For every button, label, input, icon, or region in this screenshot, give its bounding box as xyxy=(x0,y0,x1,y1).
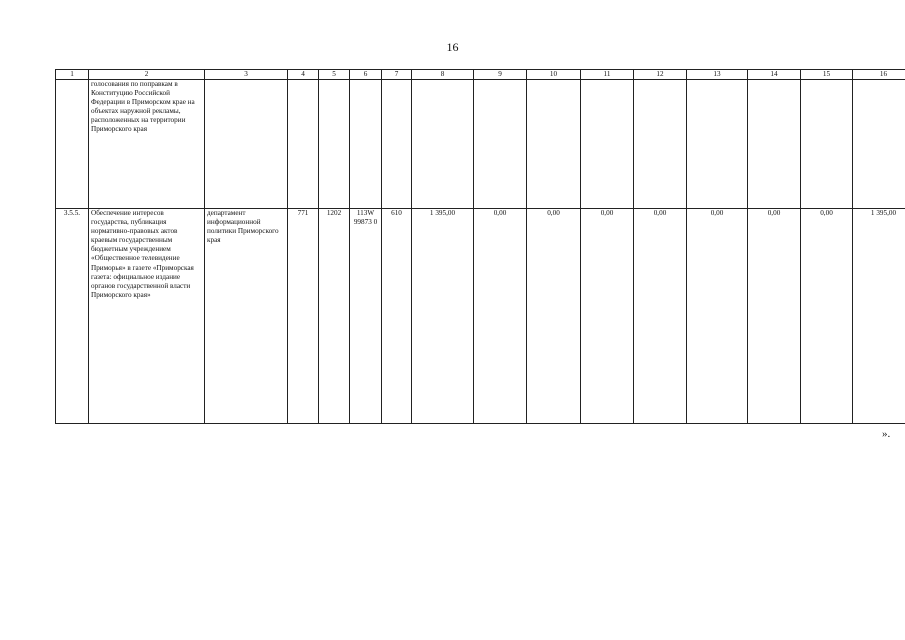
amount-value: 0,00 xyxy=(748,209,801,424)
cell xyxy=(527,80,581,209)
closing-quote-mark: ». xyxy=(882,428,891,440)
cell xyxy=(748,80,801,209)
cell xyxy=(687,80,748,209)
column-number-row xyxy=(56,70,905,80)
amount-value: 0,00 xyxy=(474,209,527,424)
cell xyxy=(412,80,474,209)
column-number: 9 xyxy=(474,70,527,80)
cell xyxy=(801,80,853,209)
column-number: 14 xyxy=(748,70,801,80)
grbs-code: 771 xyxy=(288,209,319,424)
column-number: 7 xyxy=(382,70,412,80)
cell xyxy=(634,80,687,209)
continuation-row xyxy=(56,80,905,209)
column-number: 6 xyxy=(350,70,382,80)
item-description: Обеспечение интересов государства, публикация нормативно-правовых актов краевым государственным бюджетным учреждением «Общественное телевидение Приморья» в газете «Приморская газета: официальное издание органов государственной власти Приморского края» xyxy=(89,209,205,424)
budget-table xyxy=(55,69,905,424)
cell xyxy=(288,80,319,209)
column-number: 11 xyxy=(581,70,634,80)
cell xyxy=(382,80,412,209)
column-number: 13 xyxy=(687,70,748,80)
column-number: 15 xyxy=(801,70,853,80)
cell xyxy=(319,80,350,209)
column-number: 8 xyxy=(412,70,474,80)
cell xyxy=(350,80,382,209)
cell xyxy=(581,80,634,209)
amount-total: 1 395,00 xyxy=(412,209,474,424)
amount-value: 0,00 xyxy=(634,209,687,424)
section-code: 1202 xyxy=(319,209,350,424)
column-number: 2 xyxy=(89,70,205,80)
item-number: 3.5.5. xyxy=(56,209,89,424)
cell xyxy=(474,80,527,209)
column-number: 1 xyxy=(56,70,89,80)
responsible-executor: департамент информационной политики Приморского края xyxy=(205,209,288,424)
continuation-text: голосования по поправкам в Конституцию Российской Федерации в Приморском крае на объектах наружной рекламы, расположенных на территории Приморского края xyxy=(89,80,205,209)
column-number: 10 xyxy=(527,70,581,80)
column-number: 12 xyxy=(634,70,687,80)
cell xyxy=(853,80,905,209)
amount-value: 0,00 xyxy=(581,209,634,424)
column-number: 5 xyxy=(319,70,350,80)
column-number: 3 xyxy=(205,70,288,80)
cell xyxy=(56,80,89,209)
table-row xyxy=(56,209,905,424)
amount-value: 0,00 xyxy=(687,209,748,424)
amount-value: 0,00 xyxy=(527,209,581,424)
column-number: 4 xyxy=(288,70,319,80)
expense-type-code: 610 xyxy=(382,209,412,424)
page-number: 16 xyxy=(446,40,459,54)
column-number: 16 xyxy=(853,70,905,80)
amount-value: 0,00 xyxy=(801,209,853,424)
amount-grand-total: 1 395,00 xyxy=(853,209,905,424)
cell xyxy=(205,80,288,209)
target-article-code: 113W 99873 0 xyxy=(350,209,382,424)
